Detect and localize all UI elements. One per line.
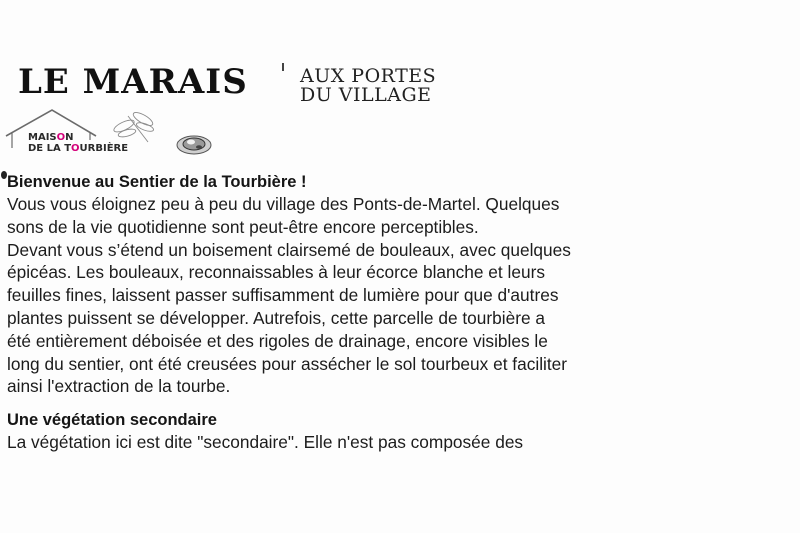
paragraph-line: été entièrement déboisée et des rigoles de drainage, encore visibles le xyxy=(7,330,548,351)
logo-line-1: MAISON xyxy=(28,132,74,143)
screw-bolt-icon xyxy=(174,134,214,156)
sign-body xyxy=(7,171,797,454)
logo-text xyxy=(28,132,128,154)
paragraph-line: long du sentier, ont été creusées pour assécher le sol tourbeux et faciliter xyxy=(7,353,568,374)
section-heading: Une végétation secondaire xyxy=(7,411,217,430)
section-gap xyxy=(7,398,797,409)
sign-subtitle xyxy=(300,67,436,105)
paragraph-line: Vous vous éloignez peu à peu du village des Ponts-de-Martel. Quelques xyxy=(7,194,560,214)
paragraph-line: sons de la vie quotidienne sont peut-être encore perceptibles. xyxy=(7,216,479,237)
logo-line-2: DE LA TOURBIÈRE xyxy=(28,143,129,154)
section-heading: Bienvenue au Sentier de la Tourbière ! xyxy=(7,173,307,191)
paragraph-line: feuilles fines, laissent passer suffisamment de lumière pour que d'autres xyxy=(7,285,559,306)
paragraph-line: ainsi l'extraction de la tourbe. xyxy=(7,376,231,397)
paragraph-line: Devant vous s’étend un boisement clairsemé de bouleaux, avec quelques xyxy=(7,239,571,260)
subtitle-line-2: DU VILLAGE xyxy=(300,84,432,106)
paragraph-line: La végétation ici est dite "secondaire". Elle n'est pas composée des xyxy=(7,432,524,453)
sign-title: LE MARAIS xyxy=(18,62,248,102)
subtitle-line-1: AUX PORTES xyxy=(300,65,437,87)
paragraph-line: plantes puissent se développer. Autrefois, cette parcelle de tourbière a xyxy=(7,307,545,328)
paragraph-line: épicéas. Les bouleaux, reconnaissables à leur écorce blanche et leurs xyxy=(7,262,545,283)
title-mark xyxy=(282,63,284,71)
